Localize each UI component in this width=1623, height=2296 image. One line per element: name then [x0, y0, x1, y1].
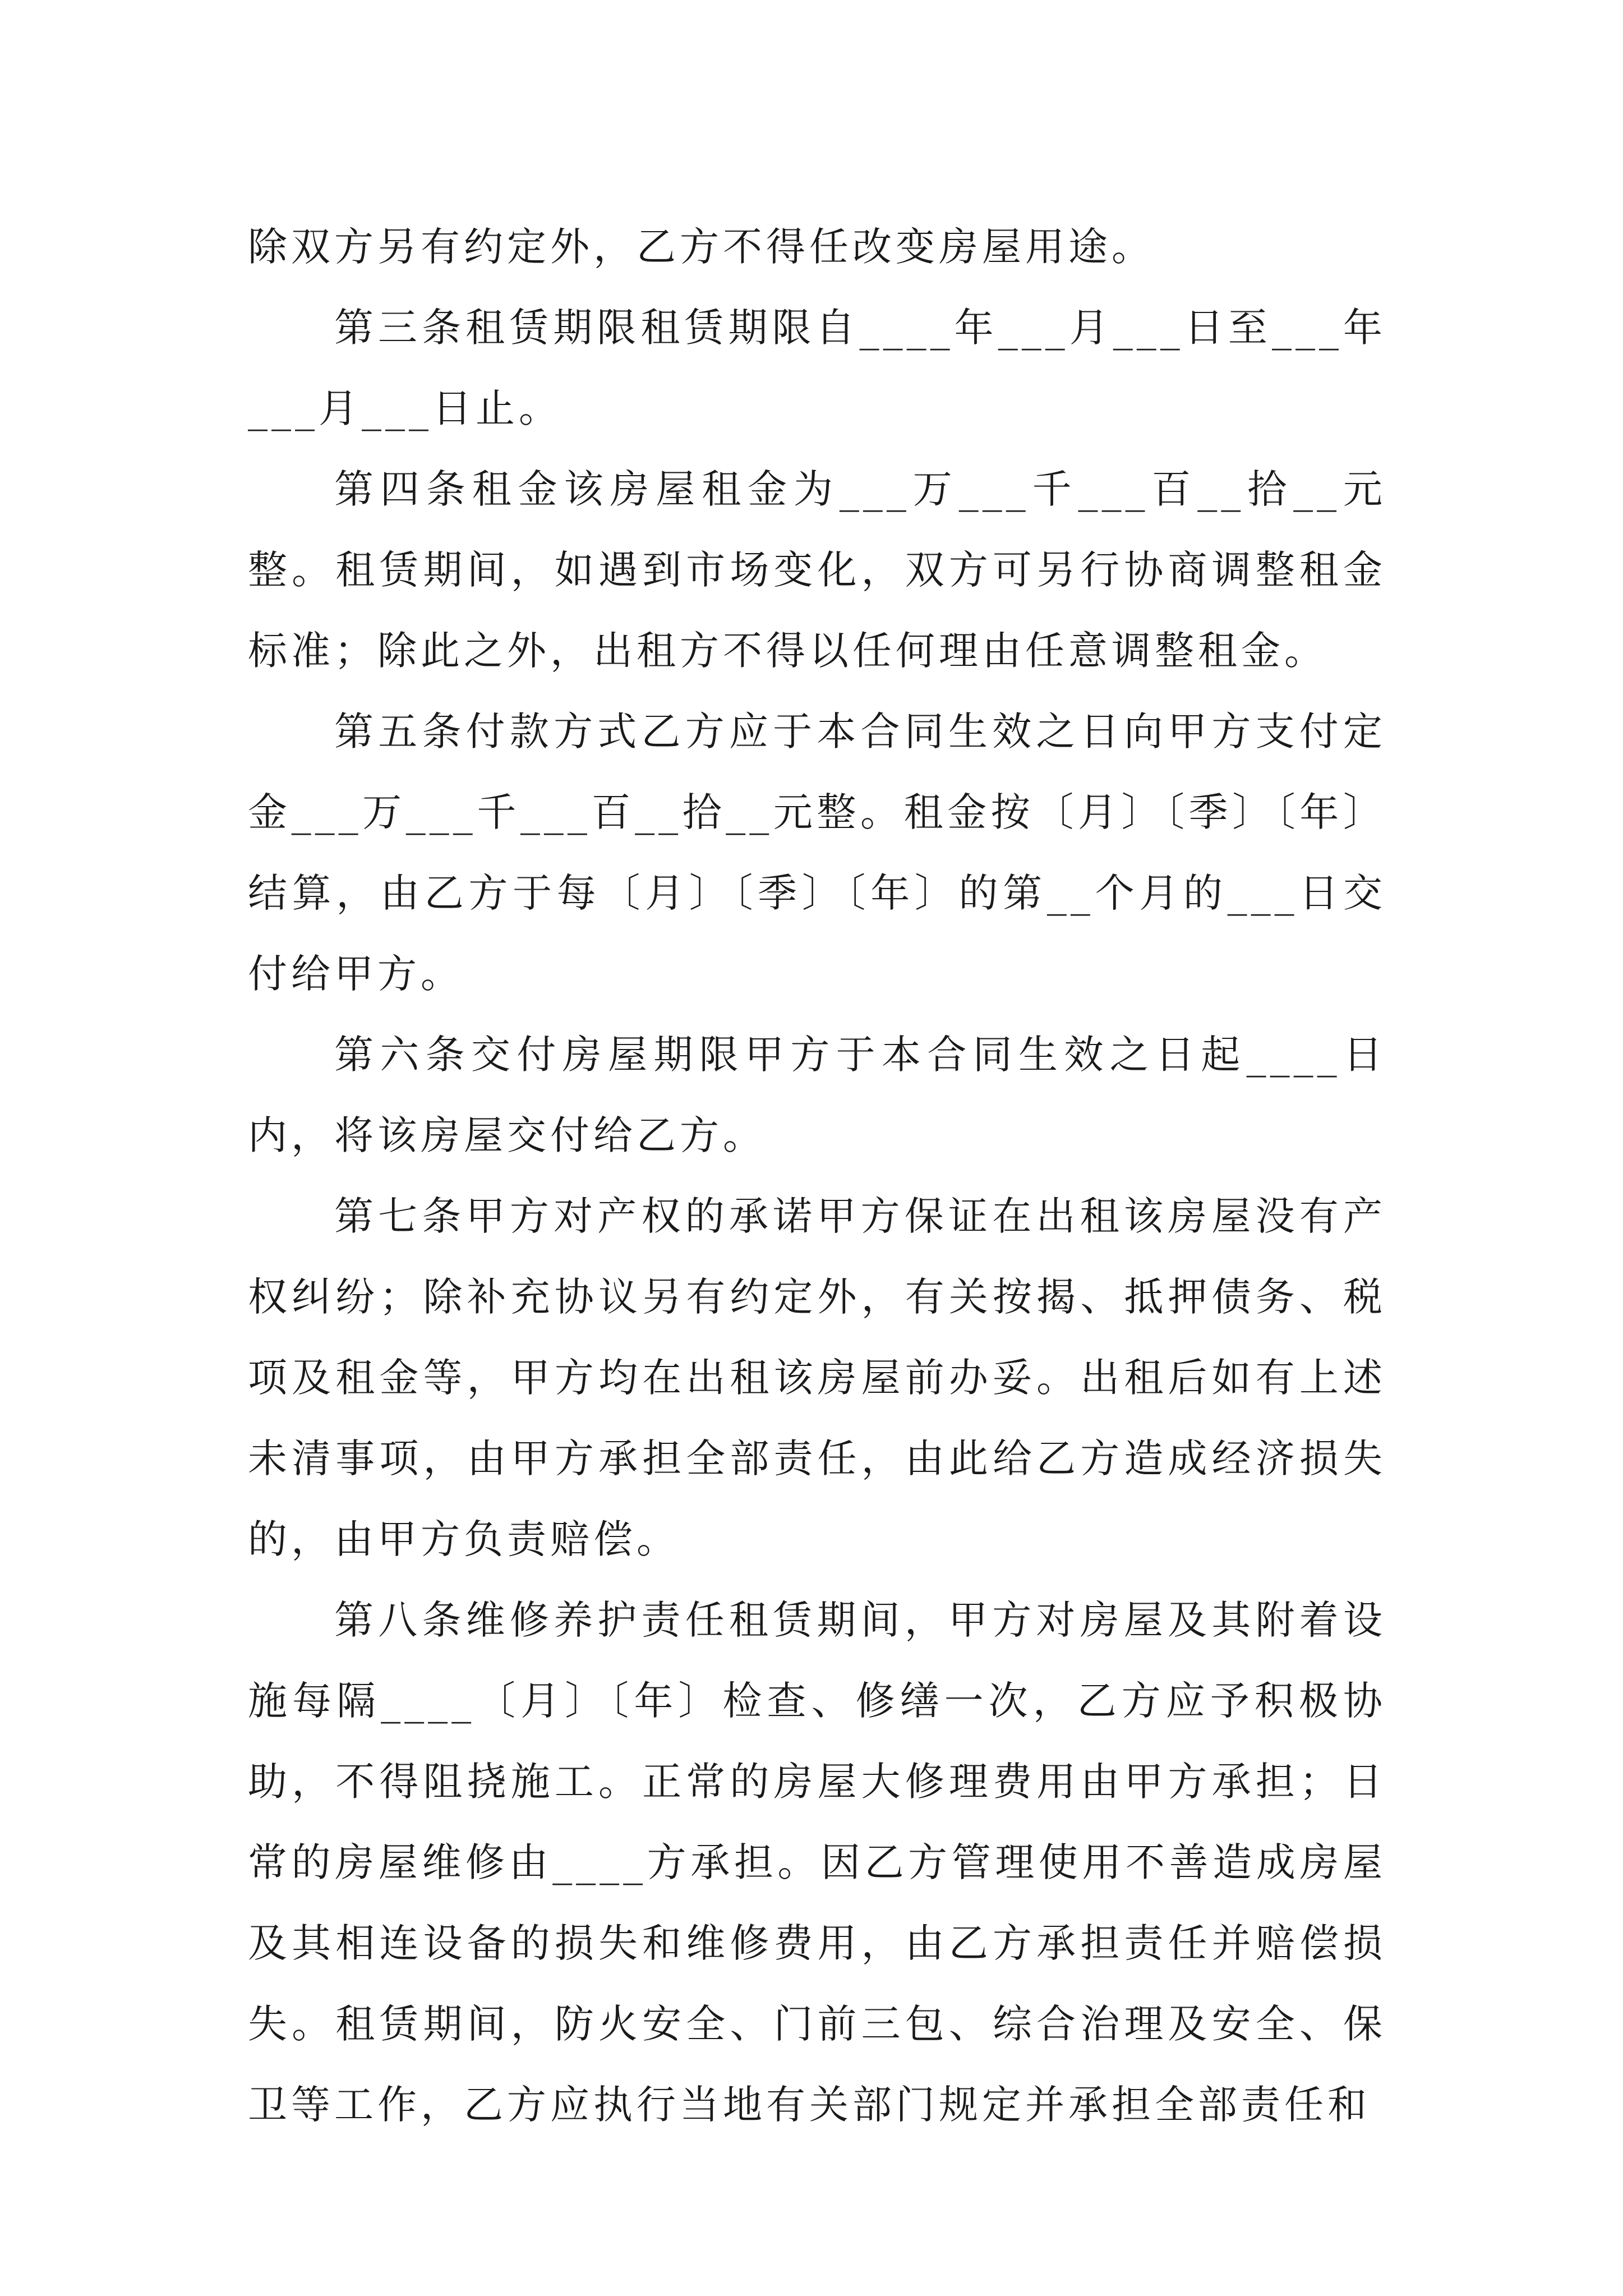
document-body	[248, 206, 1386, 2145]
paragraph-article-3-lease-term: 第三条租赁期限租赁期限自____年___月___日至___年___月___日止。	[248, 305, 1386, 431]
paragraph-article-8-maintenance: 第八条维修养护责任租赁期间，甲方对房屋及其附着设施每隔____〔月〕〔年〕检查、修缮一次，乙方应予积极协助，不得阻挠施工。正常的房屋大修理费用由甲方承担；日常的房屋维修由____方承担。因乙方管理使用不善造成房屋及其相连设备的损失和维修费用，由乙方承担责任并赔偿损失。租赁期间，防火安全、门前三包、综合治理及安全、保卫等工作，乙方应执行当地有关部门规定并承担全部责任和	[248, 1597, 1386, 2128]
paragraph-article-5-payment: 第五条付款方式乙方应于本合同生效之日向甲方支付定金___万___千___百__拾__元整。租金按〔月〕〔季〕〔年〕结算，由乙方于每〔月〕〔季〕〔年〕的第__个月的___日交付给甲方。	[248, 708, 1386, 997]
paragraph-article-6-delivery: 第六条交付房屋期限甲方于本合同生效之日起____日内，将该房屋交付给乙方。	[248, 1032, 1386, 1158]
paragraph-article-7-property-rights: 第七条甲方对产权的承诺甲方保证在出租该房屋没有产权纠纷；除补充协议另有约定外，有关按揭、抵押债务、税项及租金等，甲方均在出租该房屋前办妥。出租后如有上述未清事项，由甲方承担全部责任，由此给乙方造成经济损失的，由甲方负责赔偿。	[248, 1193, 1386, 1562]
paragraph-article-4-rent: 第四条租金该房屋租金为___万___千___百__拾__元整。租赁期间，如遇到市场变化，双方可另行协商调整租金标准；除此之外，出租方不得以任何理由任意调整租金。	[248, 466, 1386, 674]
paragraph-continuation: 除双方另有约定外，乙方不得任改变房屋用途。	[248, 224, 1155, 270]
